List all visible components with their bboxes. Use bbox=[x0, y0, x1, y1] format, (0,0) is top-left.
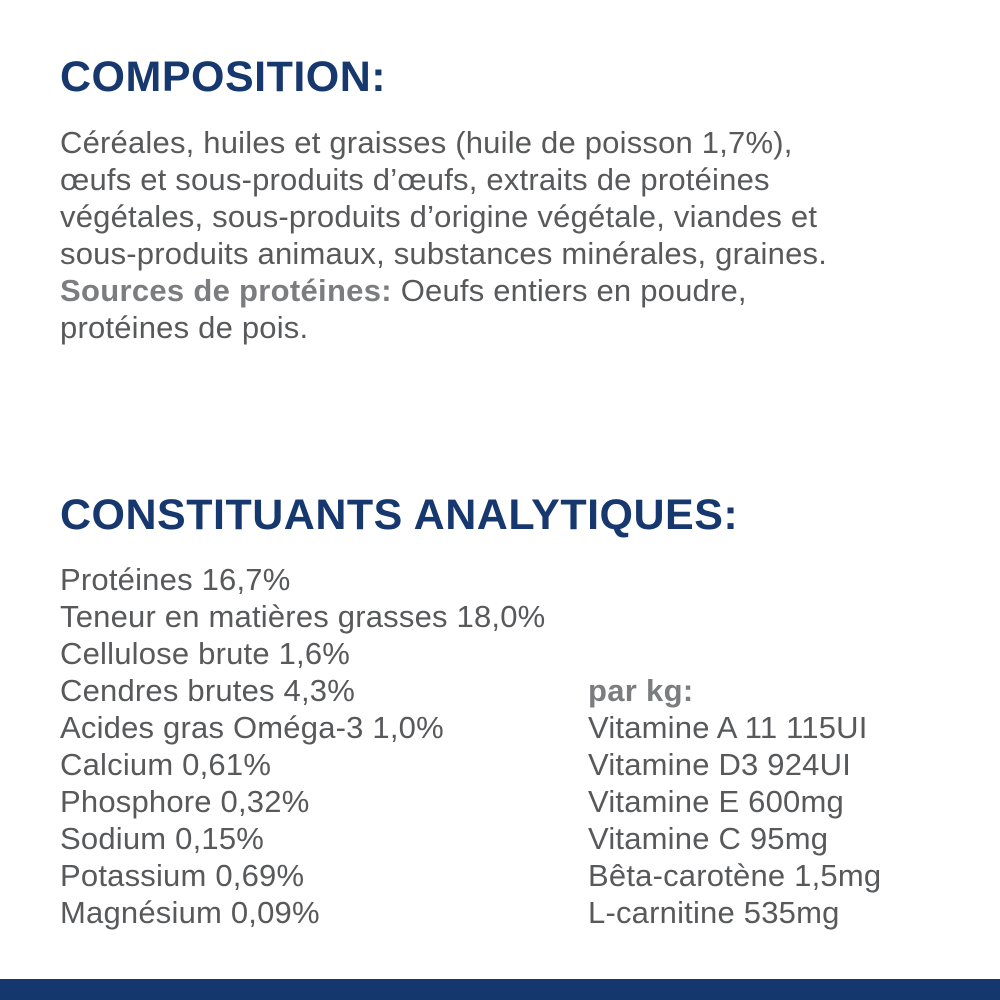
vitamin-item: Vitamine E 600mg bbox=[588, 784, 844, 819]
nutrient-item: Protéines 16,7% bbox=[60, 562, 291, 597]
vitamin-block bbox=[588, 561, 988, 931]
analytical-heading: CONSTITUANTS ANALYTIQUES: bbox=[60, 491, 739, 539]
composition-line: végétales, sous-produits d’origine végétale, viandes et bbox=[60, 199, 818, 234]
nutrient-item: Cellulose brute 1,6% bbox=[60, 636, 351, 671]
nutrient-item: Teneur en matières grasses 18,0% bbox=[60, 599, 546, 634]
nutrient-item: Calcium 0,61% bbox=[60, 747, 272, 782]
composition-text bbox=[60, 124, 970, 346]
vitamin-item: Vitamine A 11 115UI bbox=[588, 710, 868, 745]
composition-line: œufs et sous-produits d’œufs, extraits de protéines bbox=[60, 162, 770, 197]
composition-line: Céréales, huiles et graisses (huile de poisson 1,7%), bbox=[60, 125, 793, 160]
nutrient-item: Phosphore 0,32% bbox=[60, 784, 310, 819]
per-kg-label: par kg: bbox=[588, 673, 694, 708]
nutrient-item: Potassium 0,69% bbox=[60, 858, 305, 893]
vitamin-item: Vitamine C 95mg bbox=[588, 821, 829, 856]
composition-sources-line bbox=[60, 272, 970, 309]
composition-line: sous-produits animaux, substances minérales, graines. bbox=[60, 236, 828, 271]
protein-sources-label: Sources de protéines: bbox=[60, 273, 392, 308]
composition-sources-line: protéines de pois. bbox=[60, 310, 309, 345]
nutrient-item: Sodium 0,15% bbox=[60, 821, 265, 856]
vitamin-item: L-carnitine 535mg bbox=[588, 895, 840, 930]
nutrient-list bbox=[60, 561, 600, 931]
bottom-accent-bar bbox=[0, 979, 1000, 1000]
protein-sources-value: Oeufs entiers en poudre, bbox=[400, 273, 747, 308]
nutrient-item: Cendres brutes 4,3% bbox=[60, 673, 356, 708]
nutrient-item: Magnésium 0,09% bbox=[60, 895, 320, 930]
composition-heading: COMPOSITION: bbox=[60, 53, 387, 101]
nutrient-item: Acides gras Oméga-3 1,0% bbox=[60, 710, 444, 745]
vitamin-item: Bêta-carotène 1,5mg bbox=[588, 858, 882, 893]
vitamin-spacer bbox=[588, 561, 988, 672]
vitamin-item: Vitamine D3 924UI bbox=[588, 747, 852, 782]
